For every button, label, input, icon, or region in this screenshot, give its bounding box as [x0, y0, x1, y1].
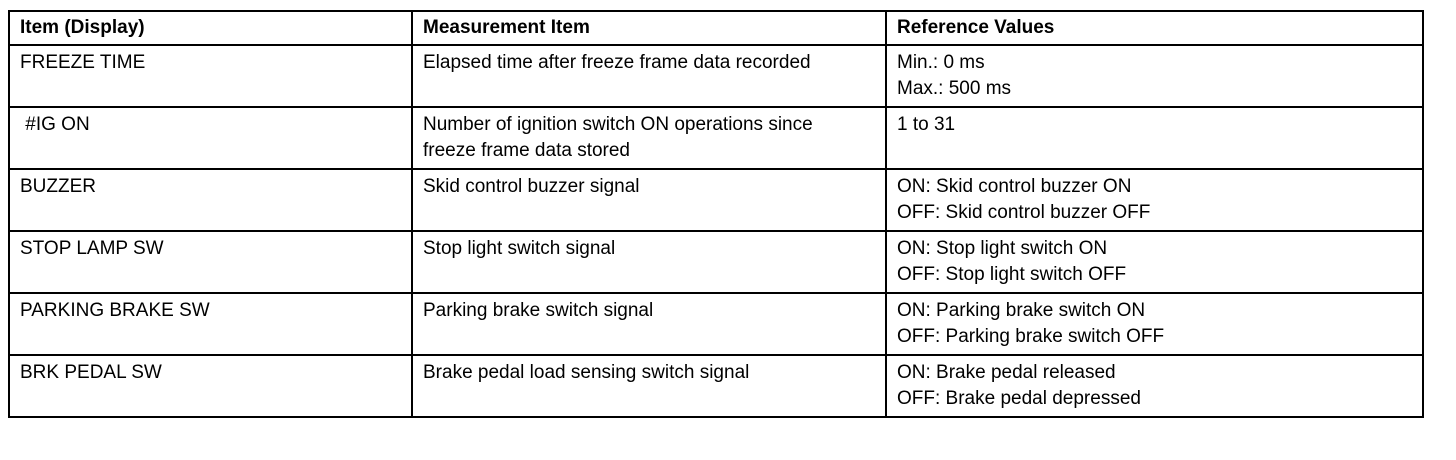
reference-text: OFF: Brake pedal depressed [897, 388, 1141, 409]
table-row [9, 45, 1423, 107]
item-cell [9, 107, 412, 169]
table-row [9, 231, 1423, 293]
reference-text: OFF: Skid control buzzer OFF [897, 202, 1151, 223]
measurement-text: Number of ignition switch ON operations since [423, 114, 813, 135]
measurement-text: Brake pedal load sensing switch signal [423, 362, 750, 383]
reference-cell [886, 45, 1423, 107]
reference-text: OFF: Parking brake switch OFF [897, 326, 1165, 347]
table-row [9, 293, 1423, 355]
reference-cell [886, 355, 1423, 417]
table-row [9, 169, 1423, 231]
item-label: STOP LAMP SW [20, 238, 164, 259]
reference-cell [886, 107, 1423, 169]
measurement-text: Elapsed time after freeze frame data recorded [423, 52, 811, 73]
item-cell [9, 355, 412, 417]
measurement-text: Stop light switch signal [423, 238, 616, 259]
measurement-text: freeze frame data stored [423, 140, 630, 161]
item-label: FREEZE TIME [20, 52, 146, 73]
measurement-cell [412, 355, 886, 417]
measurement-cell [412, 107, 886, 169]
table-row [9, 107, 1423, 169]
reference-cell [886, 169, 1423, 231]
measurement-cell [412, 231, 886, 293]
item-label: #IG ON [20, 114, 90, 135]
measurement-text: Skid control buzzer signal [423, 176, 640, 197]
item-label: PARKING BRAKE SW [20, 300, 210, 321]
reference-values-table [8, 10, 1424, 418]
reference-text: ON: Skid control buzzer ON [897, 176, 1132, 197]
header-reference-values: Reference Values [886, 11, 1423, 45]
header-measurement-item: Measurement Item [412, 11, 886, 45]
item-cell [9, 169, 412, 231]
reference-text: Min.: 0 ms [897, 52, 985, 73]
measurement-text: Parking brake switch signal [423, 300, 654, 321]
item-cell [9, 293, 412, 355]
header-item-display: Item (Display) [9, 11, 412, 45]
item-cell [9, 45, 412, 107]
item-label: BRK PEDAL SW [20, 362, 162, 383]
table-row [9, 355, 1423, 417]
item-label: BUZZER [20, 176, 96, 197]
reference-table-container [8, 10, 1424, 418]
reference-text: Max.: 500 ms [897, 78, 1012, 99]
table-header-row [9, 11, 1423, 45]
reference-text: ON: Brake pedal released [897, 362, 1116, 383]
reference-cell [886, 231, 1423, 293]
item-cell [9, 231, 412, 293]
measurement-cell [412, 169, 886, 231]
reference-cell [886, 293, 1423, 355]
reference-text: OFF: Stop light switch OFF [897, 264, 1127, 285]
reference-text: 1 to 31 [897, 114, 956, 135]
measurement-cell [412, 293, 886, 355]
measurement-cell [412, 45, 886, 107]
reference-text: ON: Stop light switch ON [897, 238, 1108, 259]
reference-text: ON: Parking brake switch ON [897, 300, 1146, 321]
